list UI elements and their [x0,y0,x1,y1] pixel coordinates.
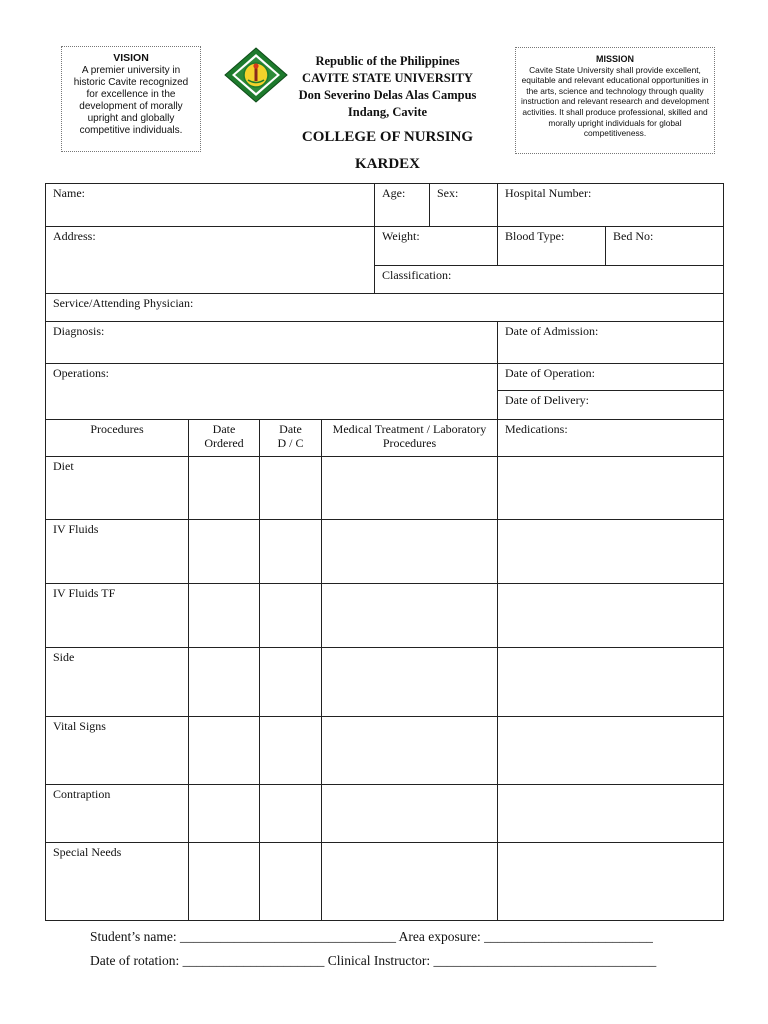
mission-title: MISSION [595,54,634,64]
cell-date-ordered[interactable] [189,520,260,584]
cell-medical[interactable] [322,584,498,648]
date-operation-field[interactable]: Date of Operation: [498,364,724,391]
cell-medications[interactable] [498,843,724,921]
cell-date-ordered[interactable] [189,717,260,785]
header-line-1: Republic of the Philippines [315,54,460,68]
vision-text: A premier university in historic Cavite recognized for excellence in the development of morally upright and globally competitive individuals. [73,65,189,136]
cell-date-dc[interactable] [260,648,322,717]
header-line-4: Indang, Cavite [347,105,428,119]
cell-date-dc[interactable] [260,520,322,584]
row-label-contraption: Contraption [46,785,189,843]
header-line-2: CAVITE STATE UNIVERSITY [302,71,473,85]
col-medications: Medications: [498,420,724,457]
col-date-ordered [189,420,260,457]
rotation-instructor-line[interactable]: Date of rotation: _____________________ Clinical Instructor: _________________________________ [90,953,657,968]
mission-text: Cavite State University shall provide excellent, equitable and relevant educational opportunities in the arts, science and technology through quality instruction and relevant research and development activities. It shall produce professional, skilled and morally upright individuals for global competitiveness. [520,64,710,139]
diagnosis-field[interactable]: Diagnosis: [46,322,498,364]
college-title: COLLEGE OF NURSING [301,129,474,145]
cell-date-dc[interactable] [260,457,322,520]
row-label-side: Side [46,648,189,717]
sex-field[interactable]: Sex: [430,184,498,227]
col-medical-line2: Procedures [382,436,437,450]
cell-medications[interactable] [498,717,724,785]
cell-date-ordered[interactable] [189,457,260,520]
address-field[interactable]: Address: [46,227,375,294]
cell-date-ordered[interactable] [189,648,260,717]
cell-medications[interactable] [498,457,724,520]
cell-medical[interactable] [322,717,498,785]
cell-medications[interactable] [498,785,724,843]
operations-field[interactable]: Operations: [46,364,498,420]
cell-medical[interactable] [322,648,498,717]
mission-box [515,47,715,154]
service-physician-field[interactable]: Service/Attending Physician: [46,294,724,322]
cell-medications[interactable] [498,584,724,648]
cell-medical[interactable] [322,785,498,843]
cell-date-dc[interactable] [260,717,322,785]
cell-medical[interactable] [322,457,498,520]
vision-box [61,46,201,152]
row-label-iv-fluids-tf: IV Fluids TF [46,584,189,648]
university-header [280,53,495,121]
col-medical-treatment [322,420,498,457]
name-field[interactable]: Name: [46,184,375,227]
cell-medications[interactable] [498,520,724,584]
col-procedures-label: Procedures [90,422,144,436]
age-field[interactable]: Age: [375,184,430,227]
row-label-vital-signs: Vital Signs [46,717,189,785]
date-delivery-field[interactable]: Date of Delivery: [498,391,724,420]
cell-medical[interactable] [322,843,498,921]
blood-type-field[interactable]: Blood Type: [498,227,606,266]
date-admission-field[interactable]: Date of Admission: [498,322,724,364]
col-date-ordered-line1: Date [212,422,236,436]
student-name-area-line[interactable]: Student’s name: ________________________________ Area exposure: _________________________ [90,929,653,944]
weight-field[interactable]: Weight: [375,227,498,266]
col-date-dc-line2: D / C [277,436,304,450]
cell-date-ordered[interactable] [189,843,260,921]
cell-date-dc[interactable] [260,584,322,648]
hospital-number-field[interactable]: Hospital Number: [498,184,724,227]
header-line-3: Don Severino Delas Alas Campus [298,88,477,102]
row-label-iv-fluids: IV Fluids [46,520,189,584]
vision-title: VISION [113,52,149,64]
cell-medications[interactable] [498,648,724,717]
kardex-table [45,183,724,921]
col-date-dc-line1: Date [279,422,302,436]
form-title: KARDEX [354,156,420,172]
col-procedures [46,420,189,457]
classification-field[interactable]: Classification: [375,266,724,294]
col-date-dc [260,420,322,457]
col-date-ordered-line2: Ordered [204,436,244,450]
bed-no-field[interactable]: Bed No: [606,227,724,266]
university-seal-icon [224,47,288,103]
cell-date-ordered[interactable] [189,785,260,843]
cell-medical[interactable] [322,520,498,584]
cell-date-dc[interactable] [260,843,322,921]
cell-date-dc[interactable] [260,785,322,843]
row-label-diet: Diet [46,457,189,520]
cell-date-ordered[interactable] [189,584,260,648]
col-medical-line1: Medical Treatment / Laboratory [332,422,487,436]
row-label-special-needs: Special Needs [46,843,189,921]
